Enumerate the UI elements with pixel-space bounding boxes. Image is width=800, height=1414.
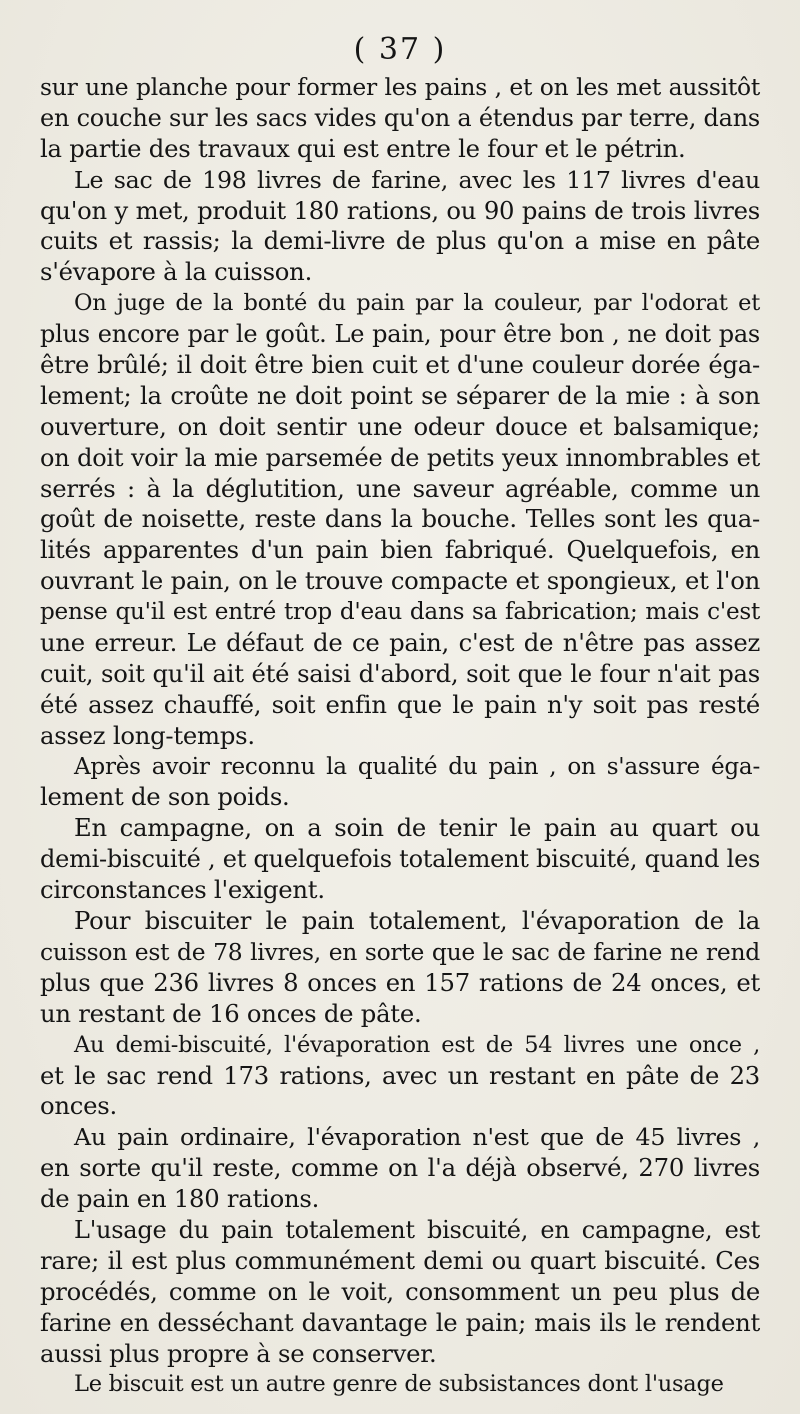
text-line: être brûlé; il doit être bien cuit et d'une couleur dorée éga-	[40, 350, 760, 380]
text-line: En campagne, on a soin de tenir le pain au quart ou	[74, 813, 760, 843]
text-line: cuits et rassis; la demi-livre de plus qu'on a mise en pâte	[40, 226, 760, 256]
text-line: été assez chauffé, soit enfin que le pain n'y soit pas resté	[40, 689, 760, 719]
text-line: goût de noisette, reste dans la bouche. Telles sont les qua-	[40, 504, 760, 534]
text-line: on doit voir la mie parsemée de petits yeux innombrables et	[40, 443, 760, 472]
text-line: de pain en 180 rations.	[40, 1184, 320, 1214]
text-line: Le biscuit est un autre genre de subsistances dont l'usage	[74, 1371, 724, 1398]
paragraph	[40, 752, 760, 814]
text-line: cuisson est de 78 livres, en sorte que le sac de farine ne rend	[40, 937, 760, 966]
text-line: lités apparentes d'un pain bien fabriqué. Quelquefois, en	[40, 535, 760, 565]
text-line: pense qu'il est entré trop d'eau dans sa fabrication; mais c'est	[40, 599, 760, 626]
text-line: Au demi-biscuité, l'évaporation est de 54 livres une once ,	[74, 1031, 760, 1058]
text-line: Pour biscuiter le pain totalement, l'évaporation de la	[74, 906, 760, 936]
paragraph	[40, 288, 760, 751]
text-line: s'évapore à la cuisson.	[40, 257, 313, 287]
paragraph	[40, 1030, 760, 1123]
text-line: la partie des travaux qui est entre le four et le pétrin.	[40, 133, 686, 163]
text-line: Le sac de 198 livres de farine, avec les 117 livres d'eau	[74, 165, 760, 194]
text-line: procédés, comme on le voit, consomment un peu plus de	[40, 1276, 760, 1306]
text-line: plus encore par le goût. Le pain, pour être bon , ne doit pas	[40, 320, 760, 349]
text-line: en sorte qu'il reste, comme on l'a déjà observé, 270 livres	[40, 1153, 760, 1183]
paragraph	[40, 813, 760, 906]
text-line: une erreur. Le défaut de ce pain, c'est de n'être pas assez	[40, 628, 760, 658]
paragraph	[40, 906, 760, 1030]
text-line: en couche sur les sacs vides qu'on a étendus par terre, dans	[40, 103, 760, 132]
text-line: sur une planche pour former les pains , et on les met aussitôt	[40, 73, 760, 101]
text-line: plus que 236 livres 8 onces en 157 rations de 24 onces, et	[40, 967, 760, 997]
paragraph	[40, 72, 760, 165]
text-line: serrés : à la déglutition, une saveur agréable, comme un	[40, 473, 760, 503]
paragraph	[40, 1122, 760, 1215]
paragraph	[40, 165, 760, 289]
text-line: un restant de 16 onces de pâte.	[40, 998, 422, 1028]
text-line: Au pain ordinaire, l'évaporation n'est que de 45 livres ,	[74, 1123, 760, 1152]
text-line: onces.	[40, 1091, 117, 1121]
text-line: Après avoir reconnu la qualité du pain , on s'assure éga-	[74, 753, 760, 780]
text-line: assez long-temps.	[40, 720, 255, 750]
text-line: On juge de la bonté du pain par la couleur, par l'odorat et	[74, 290, 760, 317]
text-line: L'usage du pain totalement biscuité, en campagne, est	[74, 1215, 760, 1244]
paragraph	[40, 1215, 760, 1369]
page-number: ( 37 )	[353, 32, 447, 67]
text-line: et le sac rend 173 rations, avec un restant en pâte de 23	[40, 1060, 760, 1090]
text-line: ouvrant le pain, on le trouve compacte et spongieux, et l'on	[40, 566, 760, 596]
text-line: rare; il est plus communément demi ou quart biscuité. Ces	[40, 1245, 760, 1275]
text-line: circonstances l'exigent.	[40, 875, 325, 905]
paragraph	[40, 1369, 760, 1400]
text-line: lement de son poids.	[40, 782, 290, 812]
text-line: demi-biscuité , et quelquefois totalement biscuité, quand les	[40, 845, 761, 874]
body-text	[40, 72, 760, 1400]
text-line: ouverture, on doit sentir une odeur douce et balsamique;	[40, 411, 760, 441]
text-line: cuit, soit qu'il ait été saisi d'abord, soit que le four n'ait pas	[40, 658, 760, 688]
text-line: farine en desséchant davantage le pain; mais ils le rendent	[40, 1307, 760, 1337]
text-line: aussi plus propre à se conserver.	[40, 1338, 437, 1368]
text-line: lement; la croûte ne doit point se séparer de la mie : à son	[40, 380, 760, 410]
text-line: qu'on y met, produit 180 rations, ou 90 pains de trois livres	[40, 195, 760, 225]
